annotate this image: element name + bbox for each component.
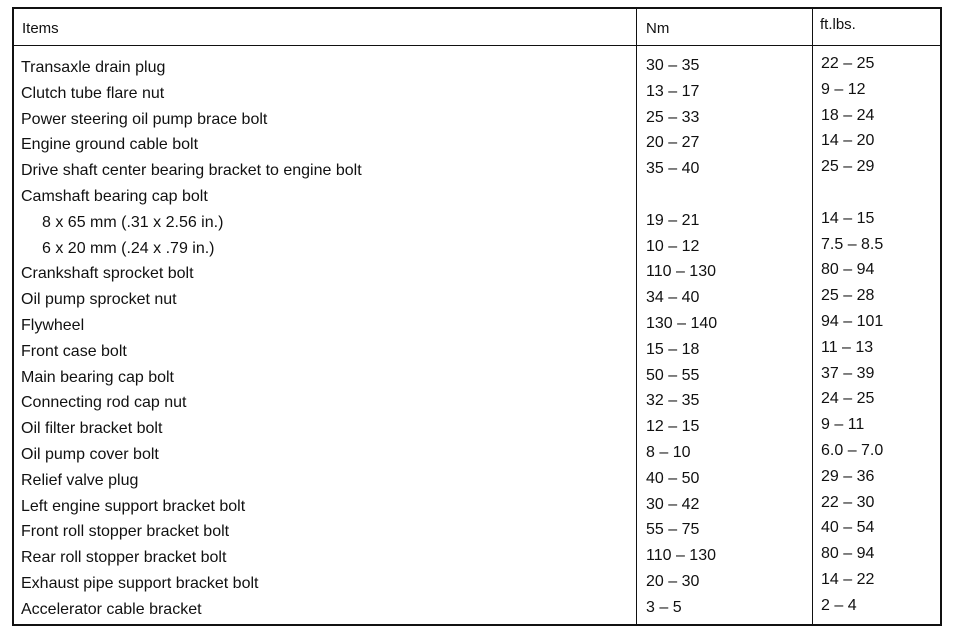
- torque-nm: 110 – 130: [646, 263, 716, 281]
- table-row: [14, 546, 940, 572]
- torque-ftlbs: 9 – 12: [821, 80, 866, 98]
- item-name: Crankshaft sprocket bolt: [21, 265, 194, 283]
- torque-nm: 10 – 12: [646, 237, 700, 255]
- table-row: [14, 495, 940, 521]
- table-row: [14, 469, 940, 495]
- torque-ftlbs: 9 – 11: [821, 416, 865, 434]
- table-row: [14, 56, 940, 82]
- item-name: Camshaft bearing cap bolt: [21, 187, 208, 205]
- table-row: [14, 159, 940, 185]
- torque-nm: 32 – 35: [646, 392, 700, 410]
- header-items: Items: [22, 20, 59, 37]
- torque-nm: 25 – 33: [646, 108, 700, 126]
- torque-nm: 55 – 75: [646, 521, 700, 539]
- torque-nm: 34 – 40: [646, 289, 700, 307]
- torque-ftlbs: 22 – 25: [821, 55, 875, 72]
- item-name: Front case bolt: [21, 342, 127, 360]
- torque-ftlbs: 29 – 36: [821, 467, 875, 485]
- item-name: Relief valve plug: [21, 471, 139, 489]
- table-row: [14, 443, 940, 469]
- torque-nm: 30 – 42: [646, 495, 700, 513]
- header-ftlbs: ft.lbs.: [820, 16, 856, 33]
- torque-nm: 19 – 21: [646, 211, 700, 229]
- torque-ftlbs: 40 – 54: [821, 519, 875, 537]
- item-name: Accelerator cable bracket: [21, 600, 202, 618]
- torque-ftlbs: 25 – 29: [821, 158, 875, 176]
- table-row: [14, 417, 940, 443]
- table-row: [14, 108, 940, 134]
- table-row: [14, 185, 940, 211]
- item-name: 6 x 20 mm (.24 x .79 in.): [42, 239, 215, 257]
- torque-ftlbs: 6.0 – 7.0: [821, 441, 884, 459]
- torque-nm: 20 – 30: [646, 572, 700, 590]
- item-name: Drive shaft center bearing bracket to engine bolt: [21, 162, 362, 180]
- item-name: Oil pump sprocket nut: [21, 291, 177, 309]
- item-name: Left engine support bracket bolt: [21, 497, 246, 515]
- header-divider: [14, 45, 940, 46]
- torque-nm: 30 – 35: [646, 57, 700, 74]
- torque-nm: 110 – 130: [646, 547, 716, 565]
- torque-ftlbs: 25 – 28: [821, 287, 875, 305]
- torque-nm: 130 – 140: [646, 314, 718, 332]
- table-body: [14, 56, 940, 624]
- torque-ftlbs: 24 – 25: [821, 390, 875, 408]
- torque-ftlbs: 14 – 20: [821, 132, 875, 150]
- item-name: 8 x 65 mm (.31 x 2.56 in.): [42, 213, 224, 231]
- torque-ftlbs: 22 – 30: [821, 493, 875, 511]
- item-name: Engine ground cable bolt: [21, 136, 199, 154]
- torque-ftlbs: 11 – 13: [821, 338, 874, 356]
- torque-nm: 40 – 50: [646, 469, 700, 487]
- torque-ftlbs: 37 – 39: [821, 364, 875, 382]
- torque-nm: 15 – 18: [646, 340, 700, 358]
- table-row: [14, 211, 940, 237]
- table-row: [14, 288, 940, 314]
- item-name: Rear roll stopper bracket bolt: [21, 549, 227, 567]
- item-name: Power steering oil pump brace bolt: [21, 110, 268, 128]
- torque-ftlbs: 80 – 94: [821, 545, 875, 563]
- table-row: [14, 237, 940, 263]
- torque-nm: 35 – 40: [646, 160, 700, 178]
- torque-nm: 20 – 27: [646, 134, 700, 152]
- torque-nm: 3 – 5: [646, 598, 682, 616]
- torque-ftlbs: 14 – 22: [821, 570, 875, 588]
- table-row: [14, 133, 940, 159]
- item-name: Oil filter bracket bolt: [21, 420, 163, 438]
- torque-ftlbs: 18 – 24: [821, 106, 875, 124]
- torque-nm: 13 – 17: [646, 82, 700, 100]
- item-name: Clutch tube flare nut: [21, 84, 165, 102]
- item-name: Connecting rod cap nut: [21, 394, 187, 412]
- torque-ftlbs: 7.5 – 8.5: [821, 235, 884, 253]
- torque-ftlbs: 94 – 101: [821, 312, 884, 330]
- table-row: [14, 340, 940, 366]
- torque-nm: 50 – 55: [646, 366, 700, 384]
- torque-ftlbs: 14 – 15: [821, 209, 875, 227]
- table-row: [14, 82, 940, 108]
- torque-ftlbs: 80 – 94: [821, 261, 875, 279]
- table-row: [14, 391, 940, 417]
- torque-spec-table: [12, 7, 942, 626]
- table-row: [14, 598, 940, 624]
- item-name: Flywheel: [21, 316, 85, 334]
- item-name: Exhaust pipe support bracket bolt: [21, 574, 259, 592]
- torque-nm: 12 – 15: [646, 418, 700, 436]
- item-name: Transaxle drain plug: [21, 59, 166, 76]
- item-name: Main bearing cap bolt: [21, 368, 174, 386]
- table-row: [14, 572, 940, 598]
- item-name: Front roll stopper bracket bolt: [21, 523, 230, 541]
- table-row: [14, 262, 940, 288]
- table-row: [14, 520, 940, 546]
- table-row: [14, 314, 940, 340]
- torque-ftlbs: 2 – 4: [821, 596, 857, 614]
- header-nm: Nm: [646, 20, 670, 37]
- item-name: Oil pump cover bolt: [21, 445, 159, 463]
- table-row: [14, 366, 940, 392]
- torque-nm: 8 – 10: [646, 443, 691, 461]
